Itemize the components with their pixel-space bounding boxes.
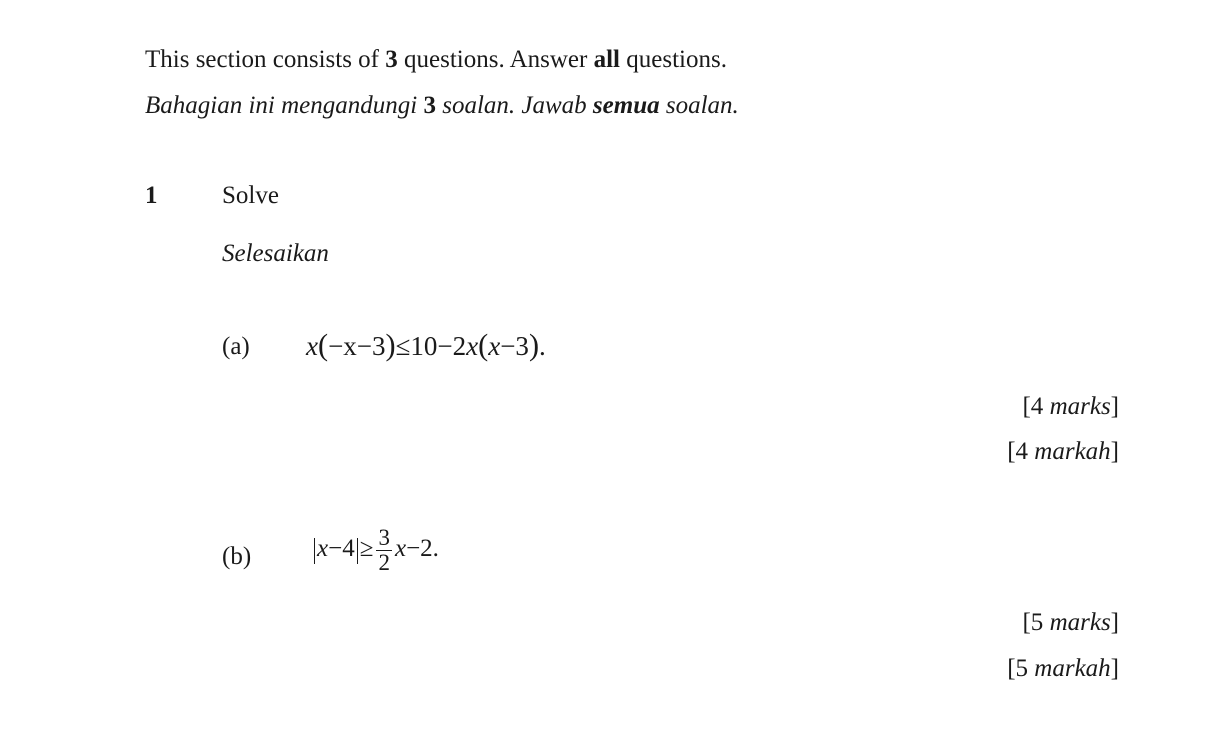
part-b-marks-malay bbox=[1007, 654, 1119, 684]
marks-number: [5 bbox=[1022, 609, 1050, 636]
marks-close: ] bbox=[1110, 438, 1119, 465]
math-fraction bbox=[376, 526, 392, 575]
math-term: −x−3 bbox=[328, 331, 386, 361]
math-paren: ( bbox=[317, 328, 329, 362]
part-a-label: (a) bbox=[222, 333, 250, 360]
marks-number: [5 bbox=[1007, 655, 1035, 682]
math-term: −2. bbox=[406, 535, 439, 563]
math-paren: ( bbox=[478, 328, 489, 362]
fraction-numerator: 3 bbox=[378, 525, 390, 550]
marks-word: markah bbox=[1034, 655, 1111, 682]
part-b-marks-english bbox=[1022, 608, 1119, 638]
math-paren: ) bbox=[528, 328, 540, 362]
math-relation: ≤10−2 bbox=[395, 331, 467, 361]
marks-close: ] bbox=[1110, 393, 1119, 420]
intro-ms-suffix: soalan. bbox=[659, 92, 739, 119]
math-var: x bbox=[488, 331, 501, 361]
part-b-inequality bbox=[312, 526, 439, 575]
intro-ms-count: 3 bbox=[423, 92, 436, 119]
instruction-english: Solve bbox=[222, 182, 279, 209]
math-var: x bbox=[317, 535, 329, 563]
math-var: x bbox=[306, 331, 318, 361]
abs-bar-left bbox=[314, 538, 315, 564]
marks-close: ] bbox=[1110, 655, 1119, 682]
intro-en-all: all bbox=[593, 46, 620, 73]
fraction-denominator: 2 bbox=[378, 550, 390, 575]
math-term: −3 bbox=[500, 331, 529, 361]
marks-word: markah bbox=[1034, 438, 1111, 465]
marks-number: [4 bbox=[1007, 438, 1035, 465]
math-term: −4 bbox=[328, 535, 355, 563]
math-var: x bbox=[466, 331, 479, 361]
marks-word: marks bbox=[1049, 393, 1111, 420]
math-end: . bbox=[539, 331, 546, 361]
intro-en-prefix: This section consists of bbox=[145, 46, 386, 73]
marks-word: marks bbox=[1049, 609, 1111, 636]
question-number: 1 bbox=[145, 182, 158, 209]
part-b-label: (b) bbox=[222, 543, 252, 570]
intro-en-suffix: questions. bbox=[620, 46, 727, 73]
part-a-inequality bbox=[306, 330, 546, 361]
intro-en-count: 3 bbox=[385, 46, 398, 73]
section-instructions-malay bbox=[145, 91, 739, 121]
math-var: x bbox=[394, 535, 407, 563]
part-a-marks-malay bbox=[1007, 437, 1119, 467]
math-paren: ) bbox=[385, 328, 396, 362]
intro-en-mid: questions. Answer bbox=[397, 46, 594, 73]
part-a-marks-english bbox=[1022, 392, 1119, 422]
intro-ms-prefix: Bahagian ini mengandungi bbox=[145, 92, 424, 119]
abs-bar-right bbox=[357, 538, 358, 564]
intro-ms-all: semua bbox=[592, 92, 660, 119]
instruction-malay: Selesaikan bbox=[222, 240, 329, 267]
section-instructions-english bbox=[145, 45, 727, 75]
marks-number: [4 bbox=[1022, 393, 1050, 420]
intro-ms-mid: soalan. Jawab bbox=[435, 92, 593, 119]
math-relation: ≥ bbox=[359, 535, 374, 563]
marks-close: ] bbox=[1110, 609, 1119, 636]
